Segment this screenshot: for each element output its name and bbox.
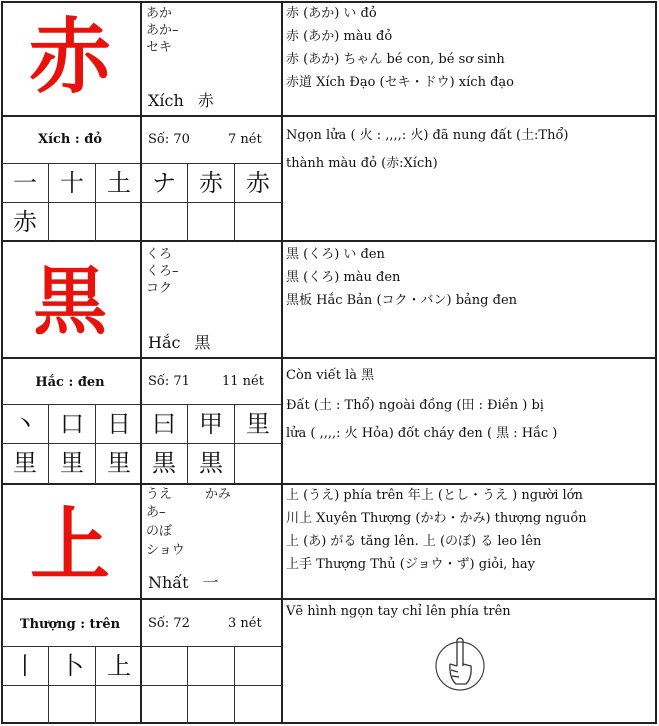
han-viet-text: Nhất [148,573,189,592]
stroke-step: 赤 [13,208,37,236]
stroke-step: 日 [107,410,131,438]
vocab-line: 赤 (あか) い đỏ [286,6,377,21]
stroke-step: 一 [13,169,37,197]
stroke-step: 丶 [13,410,37,438]
grid-line [281,1,283,724]
stroke-step: 卜 [60,652,84,680]
vocab-line: 赤 (あか) ちゃん bé con, bé sơ sinh [286,52,505,67]
grid-line [234,646,235,724]
grid-line [95,646,96,724]
vocab-line: 黒 (くろ) màu đen [286,270,401,285]
grid-line [1,357,657,359]
reading-1: くろ [146,247,173,262]
reading-2: あか– [146,23,179,38]
pointing-hand-icon [432,632,488,696]
reading-3: セキ [146,40,173,55]
stroke-step: 丨 [13,652,37,680]
vocab-line: 川上 Xuyên Thượng (かわ・かみ) thượng nguồn [286,511,587,526]
reading-3: コク [146,281,173,296]
stroke-step: 赤 [199,169,223,197]
han-viet-kanji: 黒 [194,333,211,352]
kanji-label: Thượng : trên [19,617,121,632]
stroke-step: ナ [152,169,176,197]
vocab-line: 黒板 Hắc Bản (コク・バン) bảng đen [286,293,518,308]
vocab-line: 上手 Thượng Thủ (ジョウ・ず) giỏi, hay [286,557,535,572]
stroke-step: 黒 [199,449,223,477]
mnemonic-line: Đất (土 : Thổ) ngoài đồng (田 : Điền ) bị [286,398,544,413]
reading-4: ショウ [146,543,185,558]
stroke-count: 7 nét [228,132,262,147]
reading-2: あ– [146,505,166,520]
mnemonic-line: Vẽ hình ngọn tay chỉ lên phía trên [286,604,511,619]
reading-3: のぼ [146,524,173,539]
stroke-count: 11 nét [222,374,264,389]
stroke-step: 上 [107,652,131,680]
stroke-step: 土 [107,169,131,197]
han-viet [148,330,210,353]
stroke-step: 赤 [246,169,270,197]
kanji-label: Hắc : đen [35,375,105,390]
grid-line [187,404,188,484]
mnemonic-line: Ngọn lửa ( 火 : ,,,,: 火) đã nung đất (土:Thổ) [286,128,569,143]
han-viet [148,570,219,593]
vocab-line: 上 (あ) がる tăng lên. 上 (のぼ) る leo lên [286,534,542,549]
kanji-glyph: 黒 [33,259,107,345]
stroke-step: 里 [13,449,37,477]
grid-line [187,646,188,724]
han-viet-kanji: 一 [202,573,219,592]
grid-line [187,163,188,241]
kanji-number: Số: 72 [148,616,190,631]
vocab-line: 黒 (くろ) い đen [286,247,385,262]
vocab-line: 上 (うえ) phía trên 年上 (とし・うえ ) người lớn [286,488,583,503]
grid-line [140,1,142,724]
stroke-step: 甲 [199,410,223,438]
grid-line [48,404,49,484]
reading-1: うえ かみ [146,487,232,502]
grid-line [1,202,282,203]
grid-line [1,598,657,600]
grid-line [1,483,657,485]
mnemonic-line: Còn viết là 黑 [286,368,375,383]
vocab-line: 赤道 Xích Đạo (セキ・ドウ) xích đạo [286,75,514,90]
kanji-glyph: 赤 [28,10,111,105]
grid-line [48,646,49,724]
kanji-number: Số: 70 [148,132,190,147]
grid-line [1,443,282,444]
mnemonic-line: lửa ( ,,,,: 火 Hỏa) đốt cháy đen ( 黒 : Hắc ) [286,426,558,441]
stroke-step: 里 [60,449,84,477]
grid-line [48,163,49,241]
mnemonic-line: thành màu đỏ (赤:Xích) [286,156,438,171]
reading-1: あか [146,6,173,21]
grid-line [1,404,282,405]
kanji-glyph: 上 [30,499,110,592]
grid-line [1,115,657,117]
grid-line [95,404,96,484]
han-viet [148,88,214,111]
han-viet-kanji: 赤 [197,91,214,110]
grid-line [1,240,657,242]
han-viet-text: Xích [148,91,184,110]
grid-line [1,646,282,647]
han-viet-text: Hắc [148,333,181,352]
grid-line [1,685,282,686]
vocab-line: 赤 (あか) màu đỏ [286,29,393,44]
stroke-step: 里 [246,410,270,438]
grid-line [1,163,282,164]
stroke-step: 里 [107,449,131,477]
reading-2: くろ– [146,264,179,279]
grid-line [234,404,235,484]
kanji-number: Số: 71 [148,374,190,389]
grid-line [234,163,235,241]
stroke-step: 十 [60,169,84,197]
stroke-step: 曰 [152,410,176,438]
stroke-step: 口 [60,410,84,438]
kanji-label: Xích : đỏ [37,132,102,147]
stroke-step: 黒 [152,449,176,477]
grid-line [95,163,96,241]
stroke-count: 3 nét [228,616,262,631]
